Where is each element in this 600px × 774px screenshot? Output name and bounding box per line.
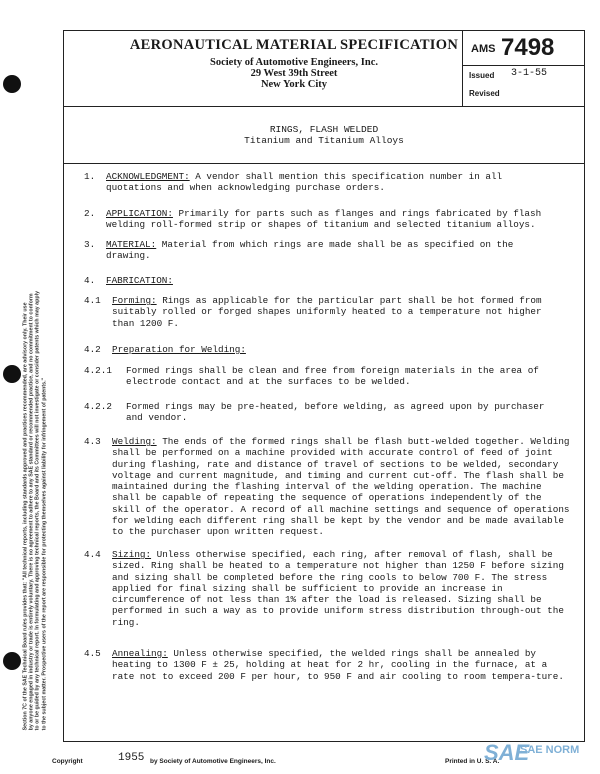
- printed-in: Printed in U. S. A.: [445, 758, 500, 765]
- document-title: RINGS, FLASH WELDED: [269, 124, 379, 135]
- section-text: Rings as applicable for the particular part shall be hot formed from suitably rolled or forged shapes uniformly heated to a temperature not higher than 1200 F.: [112, 295, 542, 329]
- section-heading: Welding:: [112, 436, 157, 447]
- spec-header: [64, 31, 584, 107]
- spec-title: AERONAUTICAL MATERIAL SPECIFICATION: [129, 37, 459, 53]
- issued-date: 3-1-55: [511, 68, 548, 79]
- section-text: Material from which rings are made shall be as specified on the drawing.: [106, 239, 514, 262]
- document-subtitle: Titanium and Titanium Alloys: [244, 135, 404, 146]
- header-side: [462, 31, 585, 106]
- section-number: 4.2.2: [84, 401, 112, 412]
- section-number: 4.2: [84, 344, 101, 355]
- society-city: New York City: [260, 79, 328, 90]
- page-footer: [0, 740, 600, 772]
- section-text: The ends of the formed rings shall be flash butt-welded together. Welding shall be performed on a machine provided with accurate control of feed of joint during flashing, rate and distance of travel of sections to be welded, secondary voltage and current magnitude, and timing and current cut-off. The flash shall be maintained during the flashing interval of the welding operation. The machine shall be capable of repeating the sequence of operations independently of the skill of the operator. A record of all machine settings and sequence of operations for welding each different ring shall be kept by the vendor and be made available to the purchaser upon written request.: [112, 436, 570, 538]
- society-name: Society of Automotive Engineers, Inc.: [210, 57, 378, 68]
- sae-logo-watermark: SAE: [484, 740, 530, 765]
- copyright-label: Copyright: [52, 758, 83, 765]
- side-disclaimer-line: Section 7C of the SAE Technical Board rules provides that: "All technical reports, including standards approved and practices recommended, are advisory only. Their use: [22, 302, 29, 731]
- section-number: 4.4: [84, 549, 101, 560]
- ams-number-box: [463, 31, 585, 66]
- section-number: 4.: [84, 275, 96, 286]
- document-frame: [63, 30, 585, 742]
- punch-hole: [3, 75, 21, 93]
- section-text: Unless otherwise specified, each ring, after removal of flash, shall be sized. Ring shall be heated to a temperature not higher than 1250 F before sizing and sizing shall be completed before the ring cools to below 700 F. The stress applied for final sizing shall be sufficient to provide an increase in circumference of not less than 1% after the load is released. Sizing shall be performed in such a way as to provide uniform stress distribution through-out the ring.: [112, 549, 564, 628]
- divider: [64, 163, 584, 164]
- section-number: 3.: [84, 239, 96, 250]
- section-heading: APPLICATION:: [106, 208, 173, 219]
- section-heading: Sizing:: [112, 549, 152, 560]
- copyright-holder: by Society of Automotive Engineers, Inc.: [150, 758, 276, 765]
- document-title-block: [64, 124, 584, 146]
- issued-label: Issued: [469, 71, 495, 80]
- revised-label: Revised: [469, 89, 500, 98]
- section-heading: Annealing:: [112, 648, 168, 659]
- section-heading: Forming:: [112, 295, 157, 306]
- society-address: 29 West 39th Street: [250, 68, 338, 79]
- section-number: 1.: [84, 171, 96, 182]
- section-heading: Preparation for Welding:: [112, 344, 246, 355]
- section-text: A vendor shall mention this specification number in all quotations and when acknowledging purchase orders.: [106, 171, 503, 194]
- header-main: [64, 37, 524, 90]
- section-number: 4.3: [84, 436, 101, 447]
- side-disclaimer-line: to the subject matter. Prospective users of the report are responsible for protecting themselves against liability for infringement of patents.": [41, 377, 48, 731]
- section-text: Formed rings shall be clean and free from foreign materials in the area of electrode contact and at the surfaces to be welded.: [126, 365, 539, 388]
- section-heading: MATERIAL:: [106, 239, 157, 250]
- ams-number: 7498: [501, 34, 555, 61]
- section-heading: ACKNOWLEDGMENT:: [106, 171, 190, 182]
- punch-hole: [3, 652, 21, 670]
- section-text: Formed rings may be pre-heated, before welding, as agreed upon by purchaser and vendor.: [126, 401, 545, 424]
- sae-norm-watermark: SAE NORM: [520, 744, 580, 756]
- side-disclaimer-line: to or be guided by any technical report. In formulating and approving technical reports, the Board and its Committees will not investigate or consider patents which may apply: [35, 290, 41, 731]
- copyright-year: 1955: [118, 752, 145, 764]
- ams-prefix: AMS: [471, 43, 496, 55]
- section-text: Primarily for parts such as flanges and rings fabricated by flash welding roll-formed strip or shapes of titanium and selected titanium alloys.: [106, 208, 542, 231]
- section-number: 2.: [84, 208, 96, 219]
- punch-hole: [3, 365, 21, 383]
- side-disclaimer-line: by anyone engaged in industry or trade is entirely voluntary. There is no agreement to adhere to any SAE standard or recommended practice, and no commitment to conform: [28, 293, 35, 731]
- section-number: 4.2.1: [84, 365, 112, 376]
- section-heading: FABRICATION:: [106, 275, 173, 286]
- side-disclaimer: [23, 50, 48, 730]
- section-number: 4.1: [84, 295, 101, 306]
- section-text: Unless otherwise specified, the welded rings shall be annealed by heating to 1300 F ± 25, holding at heat for 2 hr, cooling in the furnace, at a rate not to exceed 200 F per hour, to 950 F and air cooling to room tempera-ture.: [112, 648, 564, 682]
- section-number: 4.5: [84, 648, 101, 659]
